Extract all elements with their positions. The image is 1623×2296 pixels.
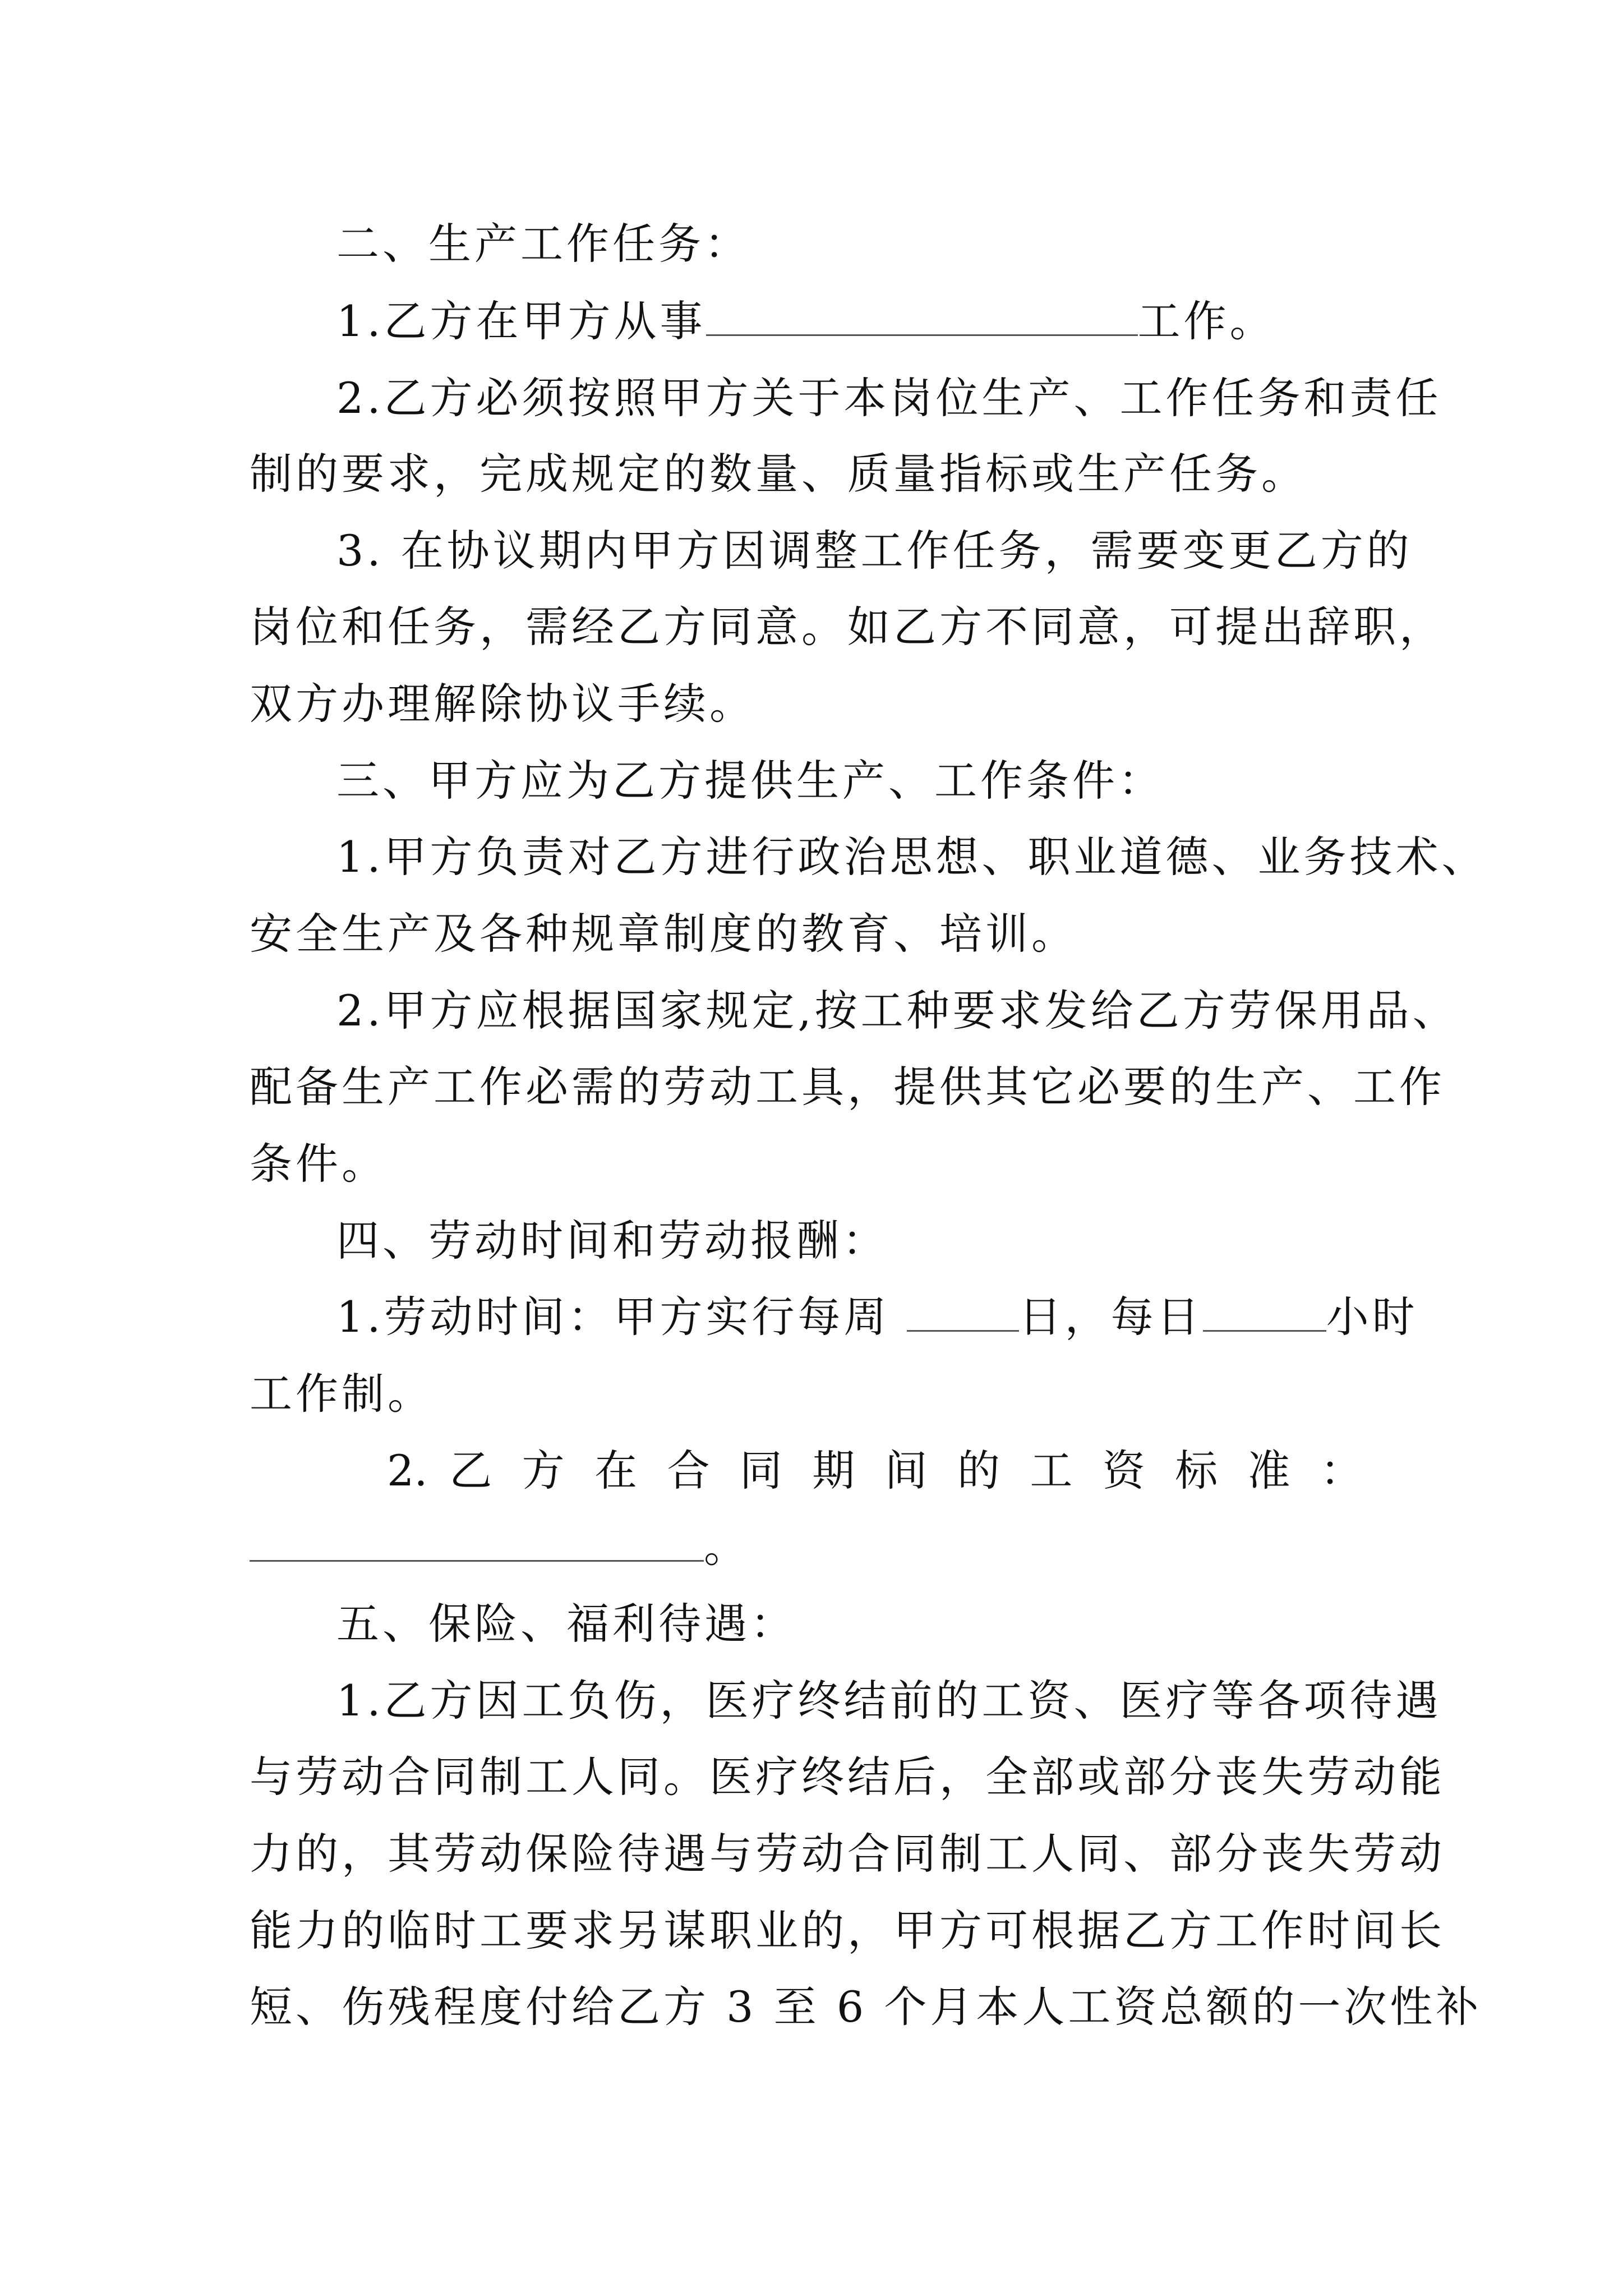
- days-per-week-blank: [907, 1291, 1019, 1332]
- job-blank: [706, 295, 1138, 336]
- section-3-item-1-line-1: 1.甲方负责对乙方进行政治思想、职业道德、业务技术、: [336, 832, 1488, 882]
- section-2-item-1: 1.乙方在甲方从事 工作。: [336, 296, 1276, 346]
- section-4-item-1-line-1: 1.劳动时间：甲方实行每周 日，每日 小时: [336, 1292, 1418, 1342]
- section-2-item-3-line-3: 双方办理解除协议手续。: [250, 679, 755, 729]
- section-4-item-1-line-2: 工作制。: [250, 1369, 434, 1419]
- section-5-item-1-line-1: 1.乙方因工负伤，医疗终结前的工资、医疗等各项待遇: [336, 1676, 1442, 1726]
- section-2-item-2-line-2: 制的要求，完成规定的数量、质量指标或生产任务。: [250, 449, 1307, 499]
- section-5-item-1-line-4: 能力的临时工要求另谋职业的，甲方可根据乙方工作时间长: [250, 1906, 1445, 1955]
- section-3-item-1-line-2: 安全生产及各种规章制度的教育、培训。: [250, 909, 1077, 959]
- hours-per-day-blank: [1203, 1291, 1326, 1332]
- section-5-item-1-line-5: 短、伤残程度付给乙方 3 至 6 个月本人工资总额的一次性补: [250, 1982, 1482, 2032]
- section-2-item-3-line-2: 岗位和任务，需经乙方同意。如乙方不同意，可提出辞职，: [250, 602, 1445, 652]
- section-4-heading: 四、劳动时间和劳动报酬：: [336, 1216, 888, 1266]
- section-2-heading: 二、生产工作任务：: [336, 219, 750, 269]
- section-3-heading: 三、甲方应为乙方提供生产、工作条件：: [336, 756, 1164, 806]
- section-4-item-2-line-2: 。: [250, 1519, 750, 1575]
- section-3-item-2-line-1: 2.甲方应根据国家规定,按工种要求发给乙方劳保用品、: [336, 986, 1459, 1036]
- section-5-item-1-line-3: 力的，其劳动保险待遇与劳动合同制工人同、部分丧失劳动: [250, 1829, 1445, 1879]
- section-4-item-2-line-1: 2. 乙 方 在 合 同 期 间 的 工 资 标 准 ：: [387, 1446, 1363, 1496]
- section-3-item-2-line-3: 条件。: [250, 1139, 388, 1189]
- salary-standard-blank: [250, 1521, 704, 1562]
- section-2-item-3-line-1: 3. 在协议期内甲方因调整工作任务，需要变更乙方的: [336, 526, 1413, 576]
- section-5-heading: 五、保险、福利待遇：: [336, 1599, 796, 1649]
- section-3-item-2-line-2: 配备生产工作必需的劳动工具，提供其它必要的生产、工作: [250, 1062, 1445, 1112]
- section-5-item-1-line-2: 与劳动合同制工人同。医疗终结后，全部或部分丧失劳动能: [250, 1752, 1445, 1802]
- section-2-item-2-line-1: 2.乙方必须按照甲方关于本岗位生产、工作任务和责任: [336, 373, 1442, 423]
